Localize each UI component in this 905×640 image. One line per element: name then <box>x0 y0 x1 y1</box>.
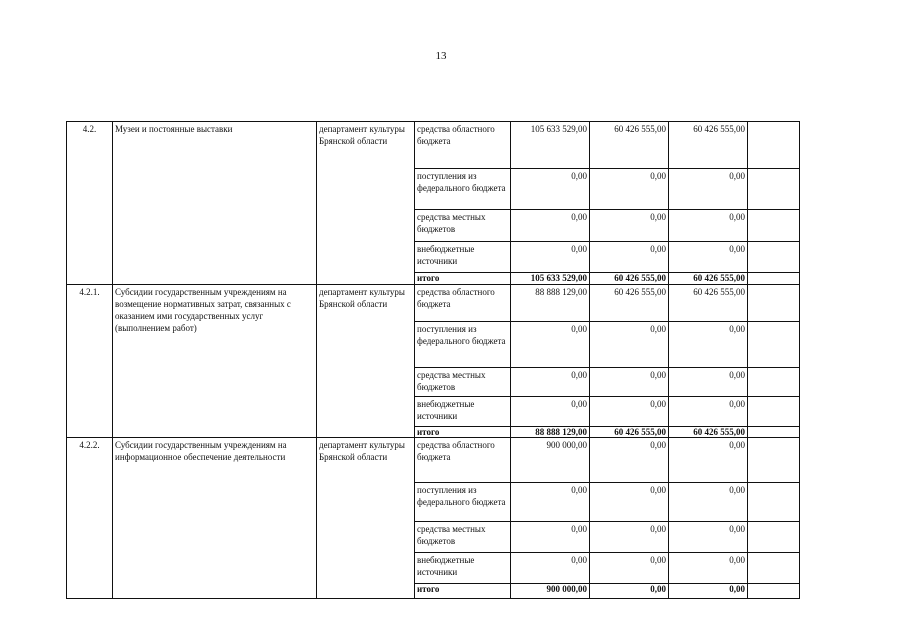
amount-v1: 0,00 <box>511 210 590 242</box>
empty-cell <box>748 168 800 209</box>
amount-v1: 900 000,00 <box>511 584 590 599</box>
empty-cell <box>748 210 800 242</box>
amount-v3: 0,00 <box>669 482 748 521</box>
empty-cell <box>748 438 800 483</box>
funding-source: средства областного бюджета <box>415 284 511 321</box>
amount-v3: 0,00 <box>669 242 748 273</box>
funding-source: внебюджетные источники <box>415 396 511 426</box>
amount-v1: 0,00 <box>511 367 590 396</box>
amount-v1: 88 888 129,00 <box>511 284 590 321</box>
amount-v1: 105 633 529,00 <box>511 273 590 284</box>
budget-table <box>66 121 800 599</box>
funding-source: итого <box>415 426 511 437</box>
amount-v1: 88 888 129,00 <box>511 426 590 437</box>
section-name: Субсидии государственным учреждениям на информационное обеспечение деятельности <box>113 438 317 599</box>
amount-v1: 900 000,00 <box>511 438 590 483</box>
empty-cell <box>748 242 800 273</box>
table-row <box>67 122 800 169</box>
funding-source: итого <box>415 584 511 599</box>
funding-source: внебюджетные источники <box>415 553 511 584</box>
amount-v2: 60 426 555,00 <box>590 273 669 284</box>
empty-cell <box>748 482 800 521</box>
amount-v2: 0,00 <box>590 438 669 483</box>
funding-source: поступления из федерального бюджета <box>415 482 511 521</box>
amount-v1: 0,00 <box>511 482 590 521</box>
amount-v2: 0,00 <box>590 168 669 209</box>
section-number: 4.2. <box>67 122 113 285</box>
amount-v1: 0,00 <box>511 168 590 209</box>
amount-v1: 105 633 529,00 <box>511 122 590 169</box>
amount-v2: 60 426 555,00 <box>590 426 669 437</box>
funding-source: внебюджетные источники <box>415 242 511 273</box>
funding-source: средства местных бюджетов <box>415 210 511 242</box>
amount-v3: 0,00 <box>669 168 748 209</box>
empty-cell <box>748 396 800 426</box>
funding-source: средства местных бюджетов <box>415 522 511 553</box>
amount-v2: 0,00 <box>590 584 669 599</box>
amount-v2: 60 426 555,00 <box>590 122 669 169</box>
section-executor: департамент культуры Брянской области <box>317 438 415 599</box>
table-row <box>67 284 800 321</box>
empty-cell <box>748 426 800 437</box>
funding-source: средства областного бюджета <box>415 438 511 483</box>
amount-v1: 0,00 <box>511 322 590 368</box>
amount-v3: 0,00 <box>669 584 748 599</box>
empty-cell <box>748 122 800 169</box>
section-executor: департамент культуры Брянской области <box>317 122 415 285</box>
amount-v2: 0,00 <box>590 367 669 396</box>
amount-v2: 0,00 <box>590 522 669 553</box>
amount-v3: 60 426 555,00 <box>669 122 748 169</box>
section-executor: департамент культуры Брянской области <box>317 284 415 437</box>
amount-v3: 0,00 <box>669 438 748 483</box>
table-body <box>67 122 800 599</box>
empty-cell <box>748 584 800 599</box>
funding-source: итого <box>415 273 511 284</box>
section-name: Музеи и постоянные выставки <box>113 122 317 285</box>
amount-v3: 60 426 555,00 <box>669 426 748 437</box>
amount-v3: 60 426 555,00 <box>669 284 748 321</box>
table-row <box>67 438 800 483</box>
amount-v3: 60 426 555,00 <box>669 273 748 284</box>
amount-v2: 0,00 <box>590 322 669 368</box>
amount-v3: 0,00 <box>669 210 748 242</box>
empty-cell <box>748 322 800 368</box>
amount-v2: 0,00 <box>590 482 669 521</box>
amount-v1: 0,00 <box>511 522 590 553</box>
empty-cell <box>748 284 800 321</box>
amount-v3: 0,00 <box>669 322 748 368</box>
empty-cell <box>748 553 800 584</box>
amount-v2: 60 426 555,00 <box>590 284 669 321</box>
funding-source: средства местных бюджетов <box>415 367 511 396</box>
amount-v3: 0,00 <box>669 522 748 553</box>
amount-v3: 0,00 <box>669 396 748 426</box>
funding-source: поступления из федерального бюджета <box>415 168 511 209</box>
amount-v2: 0,00 <box>590 553 669 584</box>
amount-v2: 0,00 <box>590 210 669 242</box>
page-number: 13 <box>435 50 447 62</box>
amount-v3: 0,00 <box>669 367 748 396</box>
section-number: 4.2.1. <box>67 284 113 437</box>
funding-source: средства областного бюджета <box>415 122 511 169</box>
amount-v1: 0,00 <box>511 553 590 584</box>
amount-v2: 0,00 <box>590 396 669 426</box>
section-name: Субсидии государственным учреждениям на возмещение нормативных затрат, связанных с оказанием ими государственных услуг (выполнением работ) <box>113 284 317 437</box>
section-number: 4.2.2. <box>67 438 113 599</box>
amount-v1: 0,00 <box>511 396 590 426</box>
funding-source: поступления из федерального бюджета <box>415 322 511 368</box>
empty-cell <box>748 273 800 284</box>
amount-v1: 0,00 <box>511 242 590 273</box>
empty-cell <box>748 367 800 396</box>
empty-cell <box>748 522 800 553</box>
amount-v3: 0,00 <box>669 553 748 584</box>
amount-v2: 0,00 <box>590 242 669 273</box>
